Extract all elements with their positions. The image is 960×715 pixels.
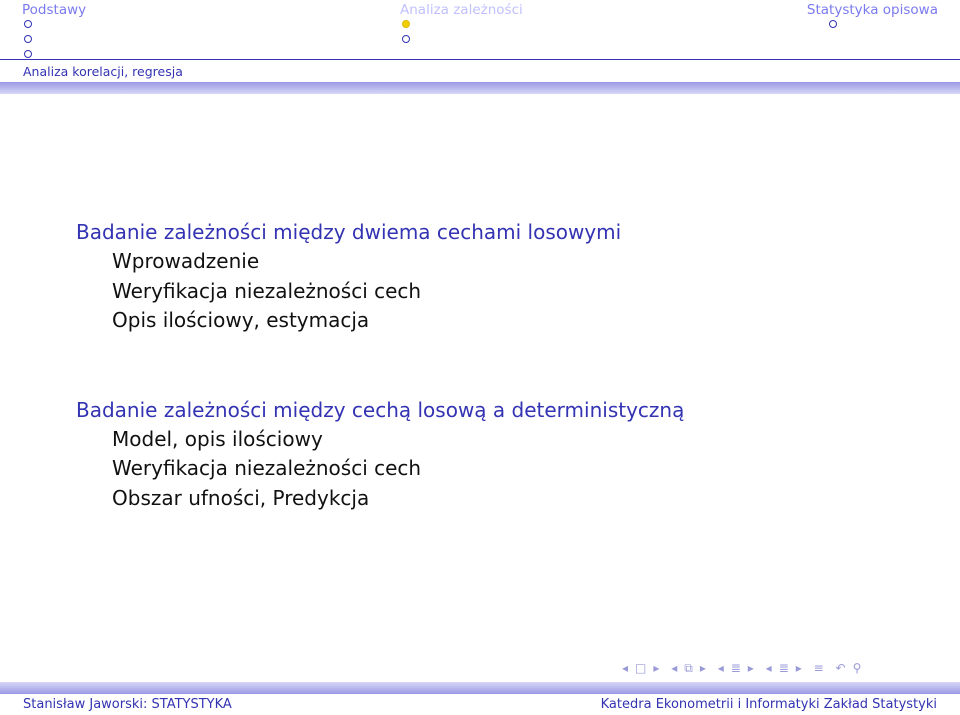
document-icon[interactable]: ≡ xyxy=(813,661,825,675)
footer-band xyxy=(0,682,960,694)
nav-section-podstawy[interactable]: Podstawy xyxy=(22,2,87,18)
nav-divider xyxy=(0,59,960,60)
toc-item[interactable]: Wprowadzenie xyxy=(112,249,260,273)
toc-block xyxy=(76,396,684,514)
toc-section[interactable]: Badanie zależności między dwiema cechami losowymi xyxy=(76,220,622,244)
nav-dot[interactable] xyxy=(24,20,32,28)
footer xyxy=(0,694,960,715)
toc-item[interactable]: Model, opis ilościowy xyxy=(112,426,323,451)
footer-institution: Katedra Ekonometrii i Informatyki Zakład Statystyki xyxy=(600,697,937,712)
toc-spacer xyxy=(76,336,684,396)
toc-section[interactable]: Badanie zależności między cechą losową a deterministyczną xyxy=(76,397,685,422)
nav-section-analiza-zaleznosci[interactable]: Analiza zależności xyxy=(400,2,523,18)
search-icon[interactable]: ⚲ xyxy=(852,661,863,675)
section-prev-icon[interactable]: ◂ xyxy=(717,661,725,675)
frame-prev-icon[interactable]: ◂ xyxy=(622,661,630,675)
header-band xyxy=(0,82,960,94)
nav-dot-current[interactable] xyxy=(402,20,410,28)
footer-author: Stanisław Jaworski: STATYSTYKA xyxy=(23,697,232,712)
part-prev-icon[interactable]: ◂ xyxy=(765,661,773,675)
section-icon[interactable]: ≣ xyxy=(730,661,742,675)
subsection-icon[interactable]: ⧉ xyxy=(684,661,694,675)
nav-dots-analiza-zaleznosci xyxy=(402,20,410,50)
frame-next-icon[interactable]: ▸ xyxy=(653,661,661,675)
part-next-icon[interactable]: ▸ xyxy=(795,661,803,675)
toc-block xyxy=(76,218,684,336)
nav-dot[interactable] xyxy=(402,35,410,43)
undo-icon[interactable]: ↶ xyxy=(835,661,847,675)
beamer-navigation-controls xyxy=(622,661,868,676)
toc-item[interactable]: Opis ilościowy, estymacja xyxy=(112,308,370,332)
nav-dots-statystyka-opisowa xyxy=(829,20,837,35)
nav-dot[interactable] xyxy=(24,50,32,58)
current-subsection: Analiza korelacji, regresja xyxy=(23,64,183,79)
frame-icon[interactable]: □ xyxy=(635,661,648,675)
subsection-prev-icon[interactable]: ◂ xyxy=(671,661,679,675)
nav-section-statystyka-opisowa[interactable]: Statystyka opisowa xyxy=(806,2,938,18)
subsection-next-icon[interactable]: ▸ xyxy=(699,661,707,675)
nav-dot[interactable] xyxy=(24,35,32,43)
table-of-contents xyxy=(76,218,684,513)
section-next-icon[interactable]: ▸ xyxy=(747,661,755,675)
top-navigation-bar xyxy=(0,0,960,60)
part-icon[interactable]: ≣ xyxy=(778,661,790,675)
toc-item[interactable]: Weryfikacja niezależności cech xyxy=(112,456,422,480)
toc-item[interactable]: Obszar ufności, Predykcja xyxy=(112,485,370,510)
toc-item[interactable]: Weryfikacja niezależności cech xyxy=(112,278,422,303)
nav-dot[interactable] xyxy=(829,20,837,28)
